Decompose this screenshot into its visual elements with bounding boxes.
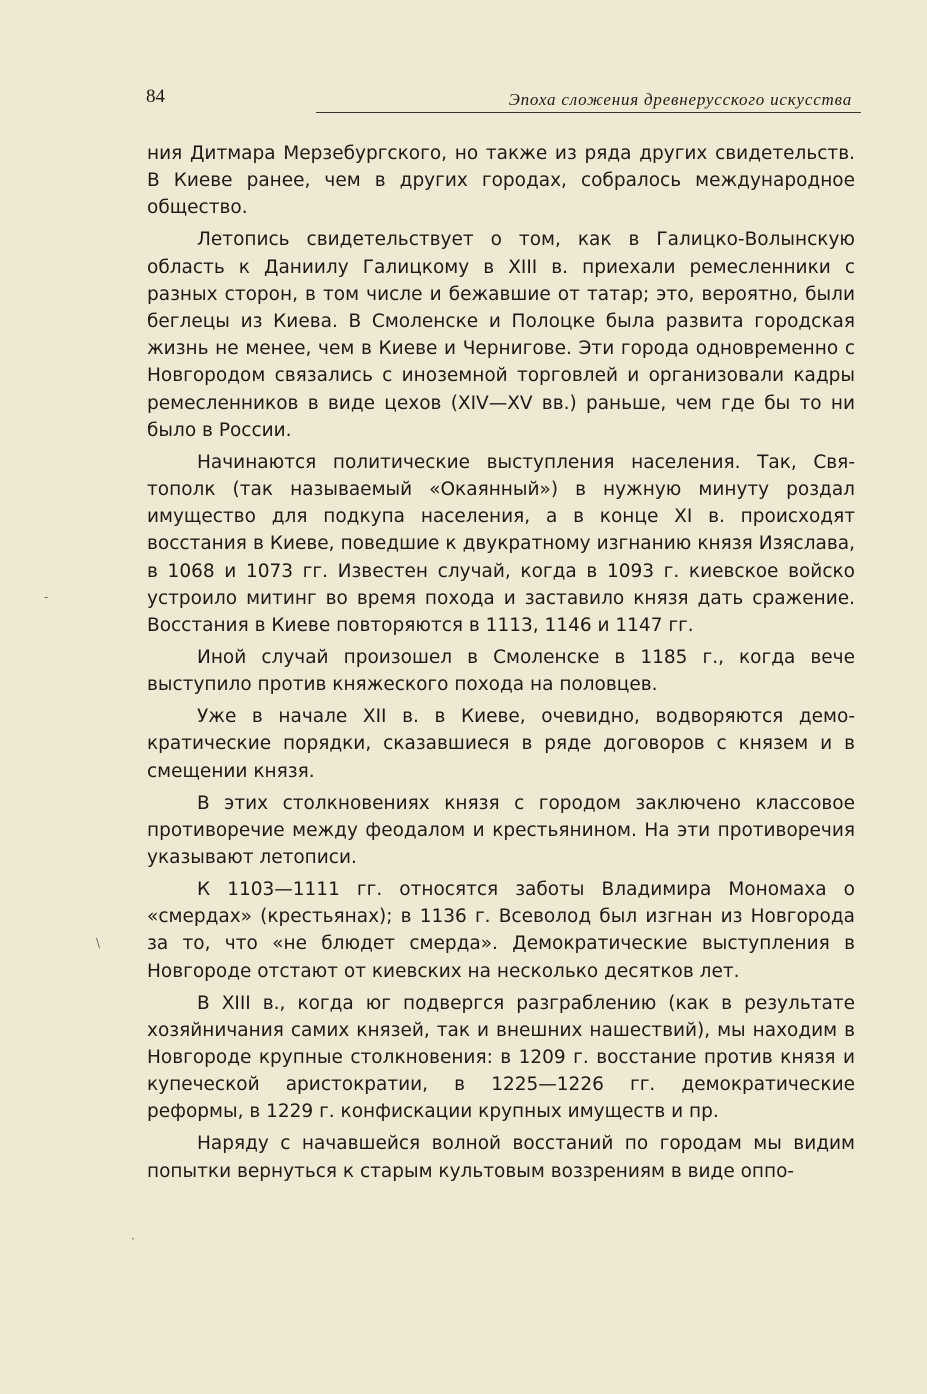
paragraph: Летопись свидетельствует о том, как в Галицко-Волынскую область к Даниилу Галицкому в XIII в. приехали ремесленники с разных сторон, в том числе и бежавшие от татар; это, вероятно, были беглецы из Киева. В Смоленске и Полоцке была развита городская жизнь не менее, чем в Киеве и Чернигове. Эти города одновременно с Новгородом связались с иноземной торговлей и организовали кадры ремесленников в виде цехов (XIV—XV вв.) раньше, чем где бы то ни было в России. xyxy=(147,229,855,441)
scan-speck: · xyxy=(131,1232,135,1246)
paragraph: В этих столкновениях князя с городом заключено классовое противоречие между феодалом и крестьянином. На эти противоречия указывают летописи. xyxy=(147,792,855,869)
running-head xyxy=(146,86,858,112)
page-number: 84 xyxy=(146,86,165,107)
scan-speck: \ xyxy=(96,936,101,950)
paragraph: ния Дитмара Мерзебургского, но также из ряда других свидетельств. В Киеве ранее, чем в других городах, собралось международное общество. xyxy=(147,143,855,219)
paragraph: Иной случай произошел в Смоленске в 1185 г., когда вече выступило против княжеского похода на половцев. xyxy=(147,647,855,696)
body-text xyxy=(147,140,855,1190)
paragraph: К 1103—1111 гг. относятся заботы Владимира Мономаха о «смердах» (крестьянах); в 1136 г. Всеволод был изгнан из Новгорода за то, что «не блюдет смерда». Демократические выступления в Новгороде отстают от киевских на несколько десятков лет. xyxy=(147,879,855,982)
paragraph: Начинаются политические выступления населения. Так, Святополк (так называемый «Окаянный») в нужную минуту роздал имущество для подкупа населения, а в конце XI в. происходят восстания в Киеве, поведшие к двукратному изгнанию князя Изяслава, в 1068 и 1073 гг. Известен случай, когда в 1093 г. киевское войско устроило митинг во время похода и заставило князя дать сражение. Восстания в Киеве повторяются в 1113, 1146 и 1147 гг. xyxy=(147,451,855,637)
header-rule xyxy=(316,112,861,113)
paragraph: Уже в начале XII в. в Киеве, очевидно, водворяются демократические порядки, сказавшиеся в ряде договоров с князем и в смещении князя. xyxy=(147,706,855,782)
scan-speck: - xyxy=(44,590,49,604)
paragraph: В XIII в., когда юг подвергся разграблению (как в результате хозяйничания самих князей, так и внешних нашествий), мы находим в Новгороде крупные столкновения: в 1209 г. восстание против князя и купеческой аристократии, в 1225—1226 гг. демократические реформы, в 1229 г. конфискации крупных имуществ и пр. xyxy=(147,992,855,1123)
paragraph: Наряду с начавшейся волной восстаний по городам мы видим попытки вернуться к старым культовым воззрениям в виде оппо- xyxy=(147,1133,855,1182)
running-title: Эпоха сложения древнерусского искусства xyxy=(508,90,852,109)
